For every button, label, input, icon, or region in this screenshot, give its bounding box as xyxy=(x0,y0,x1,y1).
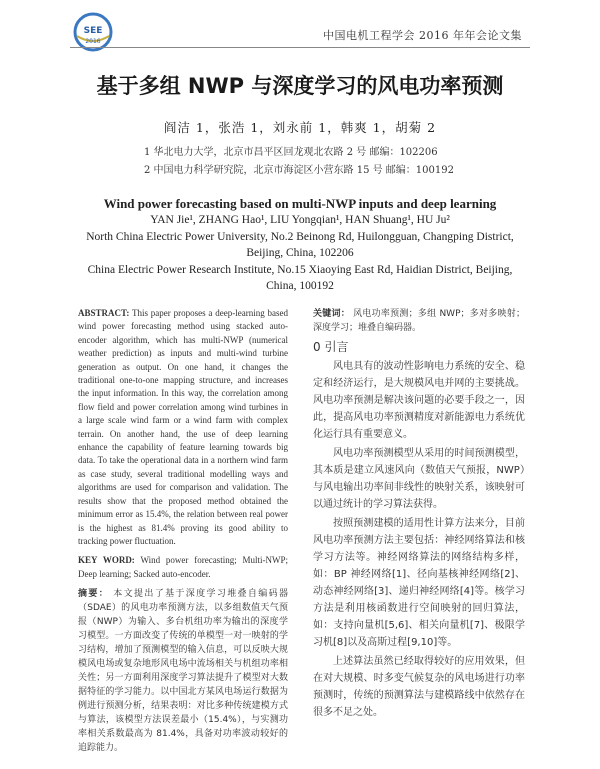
authors-cn: 阎洁 1，张浩 1，刘永前 1，韩爽 1，胡菊 2 xyxy=(163,120,437,135)
logo-text: SEE xyxy=(83,26,103,36)
header-divider xyxy=(70,47,530,48)
affiliation-cn-2: 2 中国电力科学研究院，北京市海淀区小营东路 15 号 邮编：100192 xyxy=(144,165,454,176)
keywords-cn xyxy=(313,307,525,335)
body-paragraph: 按照预测建模的适用性计算方法来分，目前风电功率预测方法主要包括：神经网络算法和核学习方法等。神经网络算法的网络结构多样，如：BP 神经网络[1]、径向基核神经网络[2]、动态神经网络[3]、递归神经网络[4]等。核学习方法是利用核函数进行空间映射的回归算法，如：支持向量机[5,6]、相关向量机[7]、极限学习机[8]以及高斯过程[9,10]等。 xyxy=(313,518,525,649)
abstract-en-label: ABSTRACT: xyxy=(78,308,130,318)
paper-title-en: Wind power forecasting based on multi-NWP inputs and deep learning xyxy=(103,196,497,211)
body-text xyxy=(313,358,525,721)
paper-title-cn: 基于多组 NWP 与深度学习的风电功率预测 xyxy=(96,74,504,98)
abstract-cn xyxy=(78,587,288,755)
keywords-cn-text: 风电功率预测；多组 NWP；多对多映射；深度学习；堆叠自编码器。 xyxy=(313,309,525,333)
keywords-cn-label: 关键词： xyxy=(313,309,350,319)
authors-en: YAN Jie¹, ZHANG Hao¹, LIU Yongqian¹, HAN Shuang¹, HU Ju² xyxy=(150,214,450,226)
abstract-en-text: This paper proposes a deep-learning based wind power forecasting method using stacked auto-encoder algorithm, which has multi-NWP (numerical weather prediction) as inputs and multi-wind turbine generation as output. On one hand, it changes the traditional one-to-one mapping structure, and increases the input information. In this way, the correlation among flow field and power correlation among wind turbines in a large scale wind farm or a wind farm with complex terrain. On another hand, the use of deep learning enhance the capability of feature learning towards big data. To take the operational data in a northern wind farm as case study, several traditional modelling ways and algorithms are used for comparison and validation. The results show that the proposed method obtained the minimum error as 15.4%, the relation between real power is the highest as 81.4% proving its good ability to tracking power fluctuation. xyxy=(78,308,288,546)
keywords-en-label: KEY WORD: xyxy=(78,555,135,566)
body-paragraph: 上述算法虽然已经取得较好的应用效果，但在对大规模、时多变气候复杂的风电场进行功率预测时，传统的预测算法与建模路线中依然存在很多不足之处。 xyxy=(313,656,525,719)
affiliation-cn-1: 1 华北电力大学，北京市昌平区回龙观北农路 2 号 邮编：102206 xyxy=(144,147,438,158)
logo-year: 2016 xyxy=(85,38,101,45)
body-paragraph: 风电功率预测模型从采用的时间预测模型，其本质是建立风速风向（数值天气预报，NWP）与风电输出功率间非线性的映射关系，该映射可以通过统计的学习算法获得。 xyxy=(313,448,525,511)
abstract-cn-text: 本文提出了基于深度学习堆叠自编码器（SDAE）的风电功率预测方法，以多组数值天气预报（NWP）为输入、多台机组功率为输出的深度学习模型。一方面改变了传统的单模型一对一映射的学习结构，增加了预测模型的输入信息，可以反映大规模风电场或复杂地形风电场中流场相关与机组功率相关性；另一方面利用深度学习算法提升了模型对大数据特征的学习能力。以中国北方某风电场运行数据为例进行预测分析，结果表明：对比多种传统建模方式与算法，该模型方法误差最小（15.4%），与实测功率相关系数最高为 81.4%，具备对功率波动较好的追踪能力。 xyxy=(78,589,288,754)
abstract-en xyxy=(78,307,288,548)
affiliation-en-2: China Electric Power Research Institute, No.15 Xiaoying East Rd, Haidian District, Beijing, China, 100192 xyxy=(87,264,513,292)
section-heading: 0 引言 xyxy=(313,340,349,354)
body-paragraph: 风电具有的波动性影响电力系统的安全、稳定和经济运行，是大规模风电并网的主要挑战。风电功率预测是解决该问题的必要手段之一，因此，提高风电功率预测精度对新能源电力系统优化运行具有重要意义。 xyxy=(313,361,525,441)
abstract-cn-label: 摘要： xyxy=(78,589,110,600)
conference-logo xyxy=(72,12,114,52)
keywords-en-text: Wind power forecasting; Multi-NWP; Deep learning; Sacked auto-encoder. xyxy=(78,555,288,579)
keywords-en xyxy=(78,554,288,581)
left-column xyxy=(78,307,288,761)
affiliation-en-1: North China Electric Power University, No.2 Beinong Rd, Huilongguan, Changping District, Beijing, China, 102206 xyxy=(86,231,514,259)
conference-name: 中国电机工程学会 2016 年年会论文集 xyxy=(323,29,522,42)
right-column xyxy=(313,307,525,723)
